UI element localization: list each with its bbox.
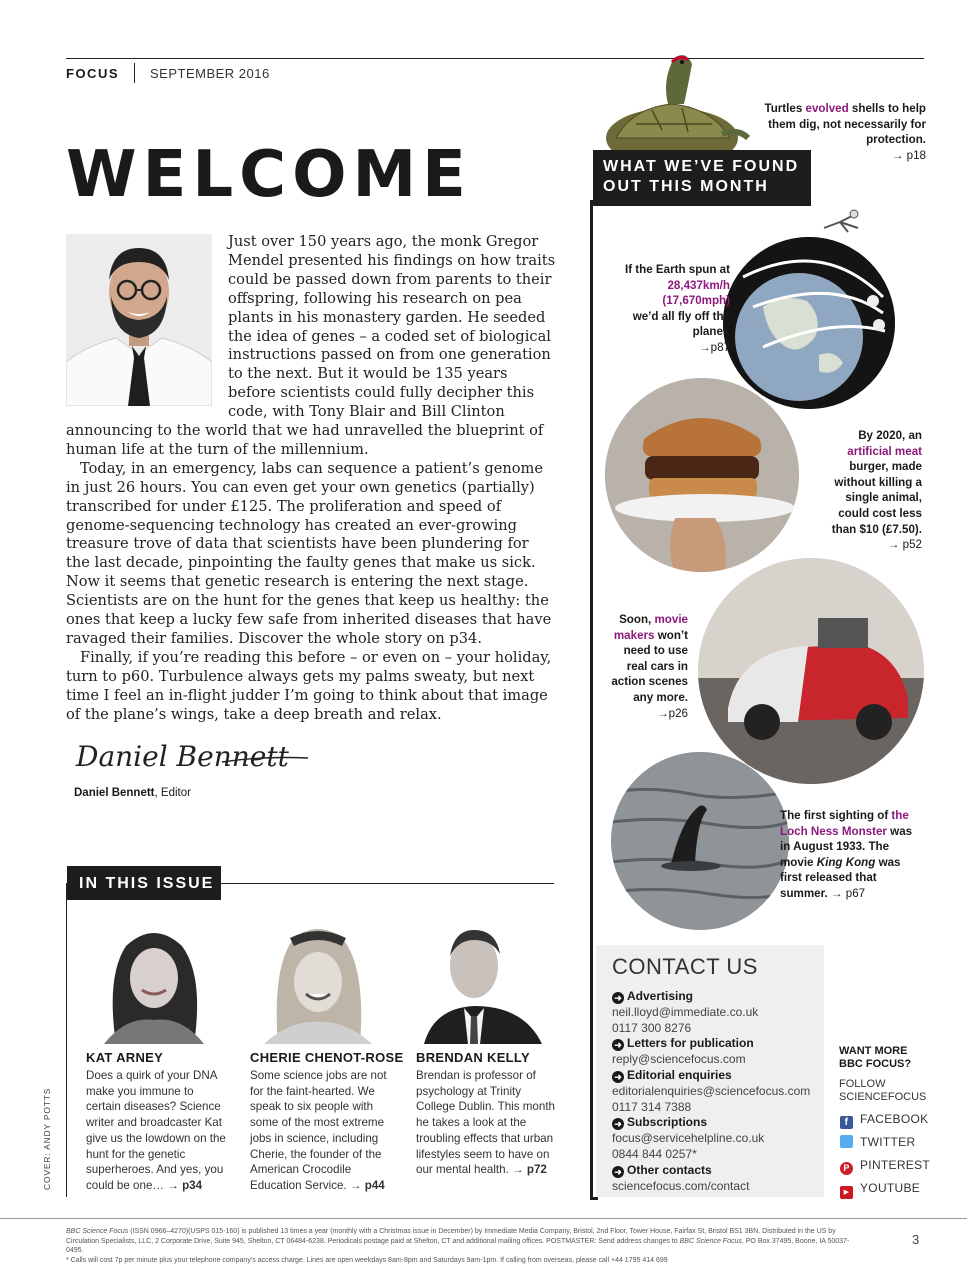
fact-ness: The first sighting of the Loch Ness Monster was in August 1933. The movie King Kong was first released that summer. → p67 — [780, 809, 913, 900]
fact-page-ref[interactable]: p26 — [668, 706, 688, 720]
fact-highlight: artificial meat — [847, 444, 922, 458]
youtube-icon: ▶ — [840, 1186, 853, 1199]
pinterest-icon: P — [840, 1162, 853, 1175]
contributor-name-cherie: CHERIE CHENOT-ROSE — [250, 1050, 404, 1065]
flying-person-icon — [818, 208, 864, 244]
contact-list — [612, 989, 822, 1194]
contact-phone[interactable]: 0844 844 0257* — [612, 1146, 697, 1161]
fact-highlight: 28,437km/h (17,670mph) — [662, 278, 730, 308]
movie-car-image — [698, 558, 924, 784]
fact-movie: Soon, movie makers won’t need to use real cars in action scenes any more. →p26 — [611, 613, 688, 720]
contact-email[interactable]: reply@sciencefocus.com — [612, 1052, 746, 1067]
fact-highlight: the Loch Ness Monster — [780, 809, 909, 838]
twitter-icon — [840, 1135, 853, 1148]
right-column-rule — [590, 200, 593, 1200]
welcome-para-1-rest: announcing to the world that we had unravelled the blueprint of human life at the turn of the millennium. — [66, 422, 544, 458]
fact-page-ref[interactable]: p52 — [902, 538, 922, 552]
want-more-heading: WANT MORE BBC FOCUS? — [839, 1045, 912, 1070]
issue-date: SEPTEMBER 2016 — [150, 66, 270, 81]
contact-phone[interactable]: 0117 300 8276 — [612, 1020, 692, 1035]
bio-text: Does a quirk of your DNA make you immune to certain diseases? Science writer and broadcaster Kat give us the lowdown on the hunt for the genetic superheroes. And yes, you could be one… — [86, 1069, 226, 1192]
welcome-para-2: Today, in an emergency, labs can sequence a patient’s genome in just 26 hours. You can even get your own genetics (partially) transcribed for under £125. The proliferation and speed of genome-sequencing technology has created an ever-growing treasure trove of data that scientists have been plundering for the last decade, pinpointing the faulty genes that make us sick. Now it seems that genetic research is entering the next stage. Scientists are on the hunt for the genes that keep us healthy: the ones that keep a lucky few safe from inherited diseases that have ravaged their families. Discover the whole story on p34. — [66, 459, 552, 647]
in-this-issue-side-rule — [66, 883, 67, 1197]
social-youtube[interactable]: ▶ YOUTUBE — [840, 1181, 920, 1199]
contact-head-advertising: ➜ Advertising — [612, 989, 822, 1005]
editor-signature — [72, 732, 312, 782]
bio-text: Brendan is professor of psychology at Trinity College Dublin. This month he takes a look at the troubling effects that urban lifestyles seem to have on our mental health. — [416, 1069, 555, 1177]
contact-head-other: ➜ Other contacts — [612, 1163, 822, 1179]
fact-highlight: movie makers — [613, 613, 688, 642]
footer-rule — [0, 1218, 967, 1219]
contributor-bio-brendan: Brendan is professor of psychology at Trinity College Dublin. This month he takes a look at the troubling effects that urban lifestyles seem to have on our mental health. → p72 — [416, 1069, 555, 1177]
loch-ness-image — [611, 752, 789, 930]
welcome-para-3: Finally, if you’re reading this before – or even on – your holiday, turn to p60. Turbulence always gets my palms sweaty, but next time I feel an in-flight judder I’m going to think about that image of the plane’s wings, take a deep breath and relax. — [66, 648, 552, 723]
in-this-issue-label: IN THIS ISSUE — [67, 866, 221, 900]
header-divider — [134, 63, 135, 83]
fact-meat: By 2020, an artificial meat burger, made without killing a single animal, could cost less than $10 (£7.50). → p52 — [831, 429, 922, 552]
follow-label: FOLLOW SCIENCEFOCUS — [839, 1078, 927, 1103]
bio-page-ref[interactable]: p72 — [526, 1163, 547, 1177]
contact-title: CONTACT US — [612, 954, 758, 979]
social-pinterest[interactable]: P PINTEREST — [840, 1158, 930, 1175]
contact-phone[interactable]: 0117 314 7388 — [612, 1099, 692, 1114]
arrow-right-icon: ➜ — [612, 992, 624, 1004]
editor-role: , Editor — [154, 787, 191, 799]
bio-page-ref[interactable]: p34 — [182, 1178, 203, 1192]
arrow-right-icon: ➜ — [612, 1071, 624, 1083]
fact-page-ref[interactable]: p18 — [906, 148, 926, 162]
contact-head-subscriptions: ➜ Subscriptions — [612, 1115, 822, 1131]
right-column-foot-rule — [590, 1197, 598, 1200]
contact-email[interactable]: focus@servicehelpline.co.uk — [612, 1131, 765, 1146]
contributor-photo-kat — [86, 916, 221, 1044]
welcome-body — [66, 422, 556, 725]
arrow-right-icon: ➜ — [612, 1118, 624, 1130]
found-label-line2: OUT THIS MONTH — [603, 178, 769, 195]
arrow-right-icon: ➜ — [612, 1166, 624, 1178]
header-rule — [66, 58, 924, 59]
contributor-bio-cherie: Some science jobs are not for the faint-hearted. We speak to six people with some of the most extreme jobs in science, including Cherie, the founder of the American Crocodile Education Service. → p44 — [250, 1069, 387, 1192]
fact-earth: If the Earth spun at 28,437km/h (17,670mph) we’d all fly off the planet. →p87 — [618, 262, 730, 356]
editor-credit — [74, 787, 191, 799]
fact-highlight: evolved — [805, 102, 849, 115]
found-label-line1: WHAT WE’VE FOUND — [603, 158, 800, 175]
signature-text: Daniel Bennett — [76, 740, 289, 773]
cover-credit: COVER: ANDY POTTS — [42, 1087, 52, 1190]
contributor-name-brendan: BRENDAN KELLY — [416, 1050, 530, 1065]
editor-name: Daniel Bennett — [74, 787, 155, 799]
fact-page-ref[interactable]: p87 — [710, 340, 730, 354]
contact-link[interactable]: sciencefocus.com/contact — [612, 1178, 750, 1193]
contributor-photo-cherie — [250, 916, 385, 1044]
page-number: 3 — [912, 1232, 920, 1247]
footer-legal: BBC Science Focus (ISSN 0966–4270)(USPS 015-160) is published 13 times a year (monthly with a Christmas issue in December) by Immediate Media Company, Bristol, 2nd Floor, Tower House, Fairfax St, Bristol BS1 3BN. Distributed in the US by Circulation Specialists, LLC, 2 Corporate Drive, Suite 945, Shelton, CT 06484-6238. Periodicals postage paid at Shelton, CT and additional mailing offices. POSTMASTER: Send address changes to BBC Science Focus, PO Box 37495, Boone, IA 50037-0495. * Calls will cost 7p per minute plus your telephone company’s access charge. Lines are open weekdays 8am-8pm and Saturdays 9am-1pm. If calling from overseas, please call +44 1795 414 699 — [66, 1228, 850, 1264]
welcome-intro-wrap: Just over 150 years ago, the monk Gregor Mendel presented his findings on how traits could be passed down from parents to their offspring, following his research on pea plants in his monastery garden. He seeded the idea of genes – a coded set of biological instructions passed on from one generation to the next. But it would be 135 years before scientists could fully decipher this code, with Tony Blair and Bill Clinton — [228, 233, 556, 421]
bio-text: Some science jobs are not for the faint-hearted. We speak to six people with some of the most extreme jobs in science, including Cherie, the founder of the American Crocodile Education Service. — [250, 1069, 387, 1192]
contributor-bio-kat: Does a quirk of your DNA make you immune to certain diseases? Science writer and broadcaster Kat give us the lowdown on the hunt for the genetic superheroes. And yes, you could be one… → p34 — [86, 1069, 226, 1192]
bio-page-ref[interactable]: p44 — [364, 1178, 385, 1192]
fact-turtle: Turtles evolved shells to help them dig, not necessarily for protection. → p18 — [764, 102, 926, 162]
earth-spin-image — [723, 237, 895, 409]
fact-emphasis: King Kong — [816, 855, 876, 869]
fact-page-ref[interactable]: p67 — [845, 886, 866, 900]
contact-head-letters: ➜ Letters for publication — [612, 1036, 822, 1052]
contributor-photo-brendan — [414, 916, 549, 1044]
contributor-name-kat: KAT ARNEY — [86, 1050, 164, 1065]
burger-image — [605, 378, 799, 572]
facebook-icon: f — [840, 1116, 853, 1129]
turtle-image — [592, 46, 752, 150]
social-facebook[interactable]: f FACEBOOK — [840, 1112, 928, 1129]
arrow-right-icon: ➜ — [612, 1039, 624, 1051]
page-title: WELCOME — [66, 138, 472, 212]
contact-email[interactable]: editorialenquiries@sciencefocus.com — [612, 1083, 811, 1098]
contact-email[interactable]: neil.lloyd@immediate.co.uk — [612, 1004, 759, 1019]
editor-photo — [66, 234, 212, 406]
section-label: FOCUS — [66, 66, 119, 81]
contact-head-editorial: ➜ Editorial enquiries — [612, 1068, 822, 1084]
social-twitter[interactable]: TWITTER — [840, 1135, 915, 1149]
